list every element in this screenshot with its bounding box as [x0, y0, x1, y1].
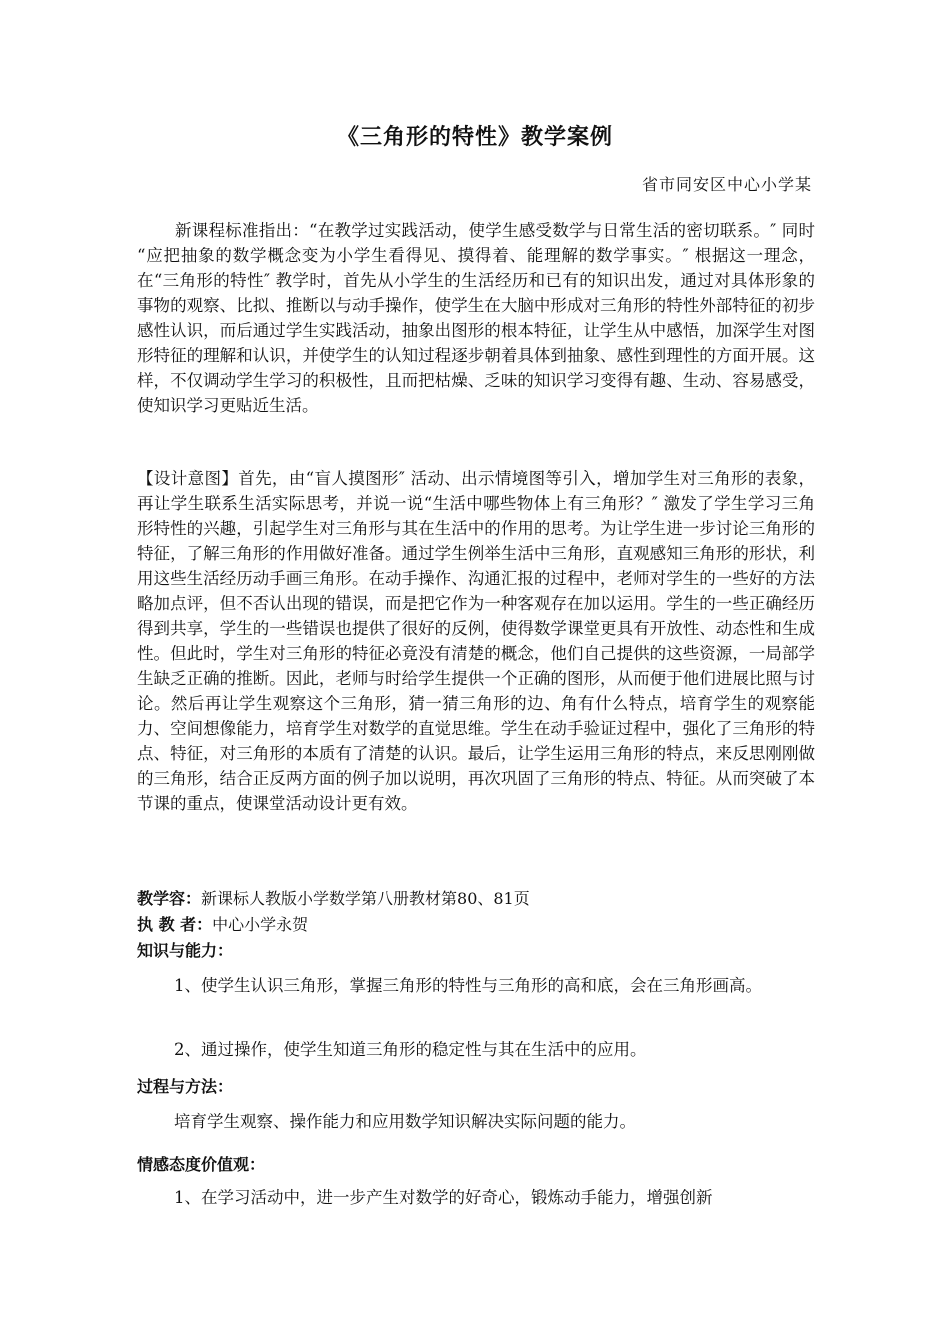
teaching-content-value: 新课标人教版小学数学第八册教材第80、81页 [201, 889, 530, 908]
knowledge-item: 1、使学生认识三角形，掌握三角形的特性与三角形的高和底，会在三角形画高。 [174, 976, 762, 995]
teacher-label: 执 教 者： [137, 915, 213, 934]
process-text: 培育学生观察、操作能力和应用数学知识解决实际问题的能力。 [174, 1112, 636, 1131]
teaching-content-label: 教学容： [137, 889, 202, 908]
teacher-row [137, 912, 815, 937]
emotion-heading: 情感态度价值观： [137, 1155, 266, 1174]
emotion-item: 1、在学习活动中，进一步产生对数学的好奇心，锻炼动手能力，增强创新 [174, 1188, 713, 1207]
knowledge-heading: 知识与能力： [137, 941, 234, 960]
document-title: 《三角形的特性》教学案例 [336, 124, 613, 150]
intro-paragraph: 新课程标准指出：“在教学过实践活动，使学生感受数学与日常生活的密切联系。″ 同时 “应把抽象的数学概念变为小学生看得见、摸得着、能理解的数学事实。″ 根据这一理念，在“三角形的特性″ 教学时，首先从小学生的生活经历和已有的知识出发，通过对具体形象的事物的观察、比拟、推断以与动手操作，使学生在大脑中形成对三角形的特性外部特征的初步感性认识，而后通过学生实践活动，抽象出图形的根本特征，让学生从中感悟，加深学生对图形特征的理解和认识，并使学生的认知过程逐步朝着具体到抽象、感性到理性的方面开展。这样，不仅调动学生学习的积极性，且而把枯燥、乏味的知识学习变得有趣、生动、容易感受，使知识学习更贴近生活。 [137, 221, 815, 415]
teacher-value: 中心小学永贺 [212, 915, 309, 934]
teaching-content-row [137, 886, 815, 911]
design-intent-paragraph: 【设计意图】首先，由“盲人摸图形″ 活动、出示情境图等引入，增加学生对三角形的表象，再让学生联系生活实际思考，并说一说“生活中哪些物体上有三角形？″ 激发了学生学习三角形特性的兴趣，引起学生对三角形与其在生活中的作用的思考。为让学生进一步讨论三角形的特征，了解三角形的作用做好准备。通过学生例举生活中三角形，直观感知三角形的形状，利用这些生活经历动手画三角形。在动手操作、沟通汇报的过程中，老师对学生的一些好的方法略加点评，但不否认出现的错误，而是把它作为一种客观存在加以运用。学生的一些正确经历得到共享，学生的一些错误也提供了很好的反例，使得数学课堂更具有开放性、动态性和生成性。但此时，学生对三角形的特征必竟没有清楚的概念，他们自己提供的这些资源，一局部学生缺乏正确的推断。因此，老师与时给学生提供一个正确的图形，从而便于他们进展比照与讨论。然后再让学生观察这个三角形，猜一猜三角形的边、角有什么特点，培育学生的观察能力、空间想像能力，培育学生对数学的直觉思维。学生在动手验证过程中，强化了三角形的特点、特征，对三角形的本质有了清楚的认识。最后，让学生运用三角形的特点，来反思刚刚做的三角形，结合正反两方面的例子加以说明，再次巩固了三角形的特点、特征。从而突破了本节课的重点，使课堂活动设计更有效。 [137, 469, 815, 813]
knowledge-item: 2、通过操作，使学生知道三角形的稳定性与其在生活中的应用。 [174, 1040, 647, 1059]
author-line: 省市同安区中心小学某 [641, 175, 812, 194]
process-heading: 过程与方法： [137, 1077, 234, 1096]
